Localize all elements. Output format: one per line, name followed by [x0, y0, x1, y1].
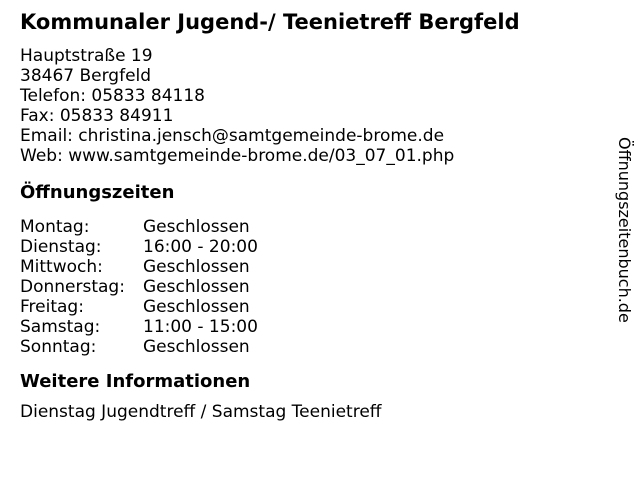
contact-fax: Fax: 05833 84911 — [20, 106, 174, 126]
more-info-heading: Weitere Informationen — [20, 371, 251, 392]
more-info-text: Dienstag Jugendtreff / Samstag Teenietreff — [20, 402, 382, 422]
hours-value-friday: Geschlossen — [143, 297, 250, 317]
hours-day-tuesday: Dienstag: — [20, 237, 102, 257]
contact-web: Web: www.samtgemeinde-brome.de/03_07_01.php — [20, 146, 455, 166]
hours-value-sunday: Geschlossen — [143, 337, 250, 357]
hours-day-sunday: Sonntag: — [20, 337, 97, 357]
contact-email: Email: christina.jensch@samtgemeinde-brome.de — [20, 126, 445, 146]
hours-value-saturday: 11:00 - 15:00 — [143, 317, 258, 337]
hours-day-saturday: Samstag: — [20, 317, 101, 337]
hours-value-tuesday: 16:00 - 20:00 — [143, 237, 258, 257]
opening-hours-heading: Öffnungszeiten — [20, 182, 175, 203]
contact-street: Hauptstraße 19 — [20, 46, 153, 66]
hours-day-monday: Montag: — [20, 217, 90, 237]
contact-phone: Telefon: 05833 84118 — [20, 86, 205, 106]
hours-day-wednesday: Mittwoch: — [20, 257, 103, 277]
hours-day-friday: Freitag: — [20, 297, 84, 317]
watermark-vertical-text: Öffnungszeitenbuch.de — [615, 137, 634, 323]
opening-hours-table — [20, 217, 258, 357]
hours-value-wednesday: Geschlossen — [143, 257, 250, 277]
hours-value-monday: Geschlossen — [143, 217, 250, 237]
hours-day-thursday: Donnerstag: — [20, 277, 125, 297]
contact-block — [20, 46, 454, 166]
page-title: Kommunaler Jugend-/ Teenietreff Bergfeld — [20, 10, 520, 34]
contact-city: 38467 Bergfeld — [20, 66, 152, 86]
hours-value-thursday: Geschlossen — [143, 277, 250, 297]
